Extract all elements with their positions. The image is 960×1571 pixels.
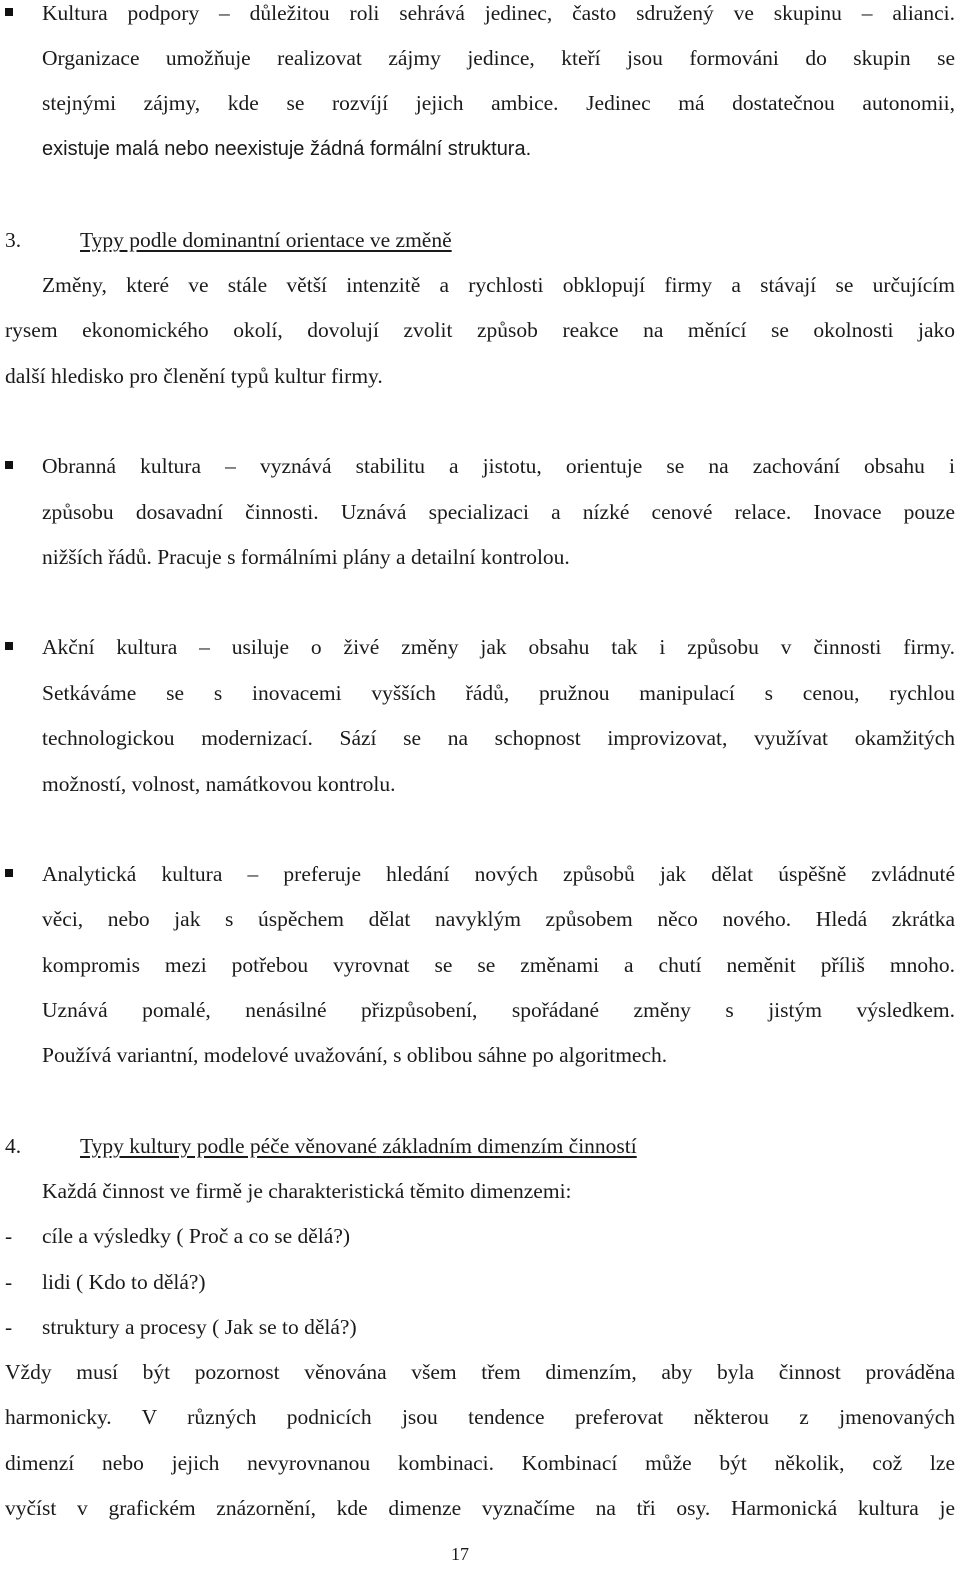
dimension-item xyxy=(0,1265,960,1299)
text-line: dimenzí nebo jejich nevyrovnanou kombinaci. Kombinací může být několik, což lze xyxy=(5,1451,955,1475)
text-line: Analytická kultura – preferuje hledání nových způsobů jak dělat úspěšně zvládnuté xyxy=(42,862,955,886)
text-line: Kultura podpory – důležitou roli sehrává jedinec, často sdružený ve skupinu – alianci. xyxy=(42,1,955,25)
dimension-item xyxy=(0,1219,960,1253)
text-line: Obranná kultura – vyznává stabilitu a jistotu, orientuje se na zachování obsahu i xyxy=(42,454,955,478)
dimension-item xyxy=(0,1310,960,1344)
text-line: cíle a výsledky ( Proč a co se dělá?) xyxy=(42,1224,351,1248)
text-line: existuje malá nebo neexistuje žádná formální struktura. xyxy=(42,138,532,160)
text-line: nižších řádů. Pracuje s formálními plány a detailní kontrolou. xyxy=(42,545,570,569)
text-line: harmonicky. V různých podnicích jsou tendence preferovat některou z jmenovaných xyxy=(5,1405,955,1429)
text-line: Akční kultura – usiluje o živé změny jak obsahu tak i způsobu v činnosti firmy. xyxy=(42,635,955,659)
text-line: Setkáváme se s inovacemi vyšších řádů, pružnou manipulací s cenou, rychlou xyxy=(42,681,955,705)
text-line: Používá variantní, modelové uvažování, s oblibou sáhne po algoritmech. xyxy=(42,1043,668,1067)
dash-marker: - xyxy=(5,1270,13,1294)
text-line: Vždy musí být pozornost věnována všem třem dimenzím, aby byla činnost prováděna xyxy=(5,1360,955,1384)
section-number: 4. xyxy=(5,1134,22,1158)
text-line: Každá činnost ve firmě je charakteristická těmito dimenzemi: xyxy=(42,1179,572,1203)
text-line: Organizace umožňuje realizovat zájmy jedince, kteří jsou formováni do skupin se xyxy=(42,46,955,70)
text-line: struktury a procesy ( Jak se to dělá?) xyxy=(42,1315,357,1339)
text-line: další hledisko pro členění typů kultur firmy. xyxy=(5,364,383,388)
page-number: 17 xyxy=(451,1544,469,1564)
text-line: lidi ( Kdo to dělá?) xyxy=(42,1270,206,1294)
dash-marker: - xyxy=(5,1224,13,1248)
dash-marker: - xyxy=(5,1315,13,1339)
text-line: technologickou modernizací. Sází se na schopnost improvizovat, využívat okamžitých xyxy=(42,726,955,750)
text-line: Změny, které ve stále větší intenzitě a rychlosti obklopují firmy a stávají se určujícím xyxy=(42,273,955,297)
text-line: možností, volnost, namátkovou kontrolu. xyxy=(42,772,396,796)
text-line: kompromis mezi potřebou vyrovnat se se změnami a chutí neměnit příliš mnoho. xyxy=(42,953,955,977)
text-line: vyčíst v grafickém znázornění, kde dimenze vyznačíme na tři osy. Harmonická kultura je xyxy=(5,1496,955,1520)
text-line: způsobu dosavadní činnosti. Uznává specializaci a nízké cenové relace. Inovace pouze xyxy=(42,500,955,524)
section-title: Typy podle dominantní orientace ve změně xyxy=(80,228,452,252)
text-line: Uznává pomalé, nenásilné přizpůsobení, spořádané změny s jistým výsledkem. xyxy=(42,998,955,1022)
section-number: 3. xyxy=(5,228,22,252)
section-title: Typy kultury podle péče věnované základním dimenzím činností xyxy=(80,1134,637,1158)
text-line: stejnými zájmy, kde se rozvíjí jejich ambice. Jedinec má dostatečnou autonomii, xyxy=(42,91,955,115)
text-line: rysem ekonomického okolí, dovolují zvolit způsob reakce na měnící se okolnosti jako xyxy=(5,318,955,342)
text-line: věci, nebo jak s úspěchem dělat navyklým způsobem něco nového. Hledá zkrátka xyxy=(42,907,955,931)
